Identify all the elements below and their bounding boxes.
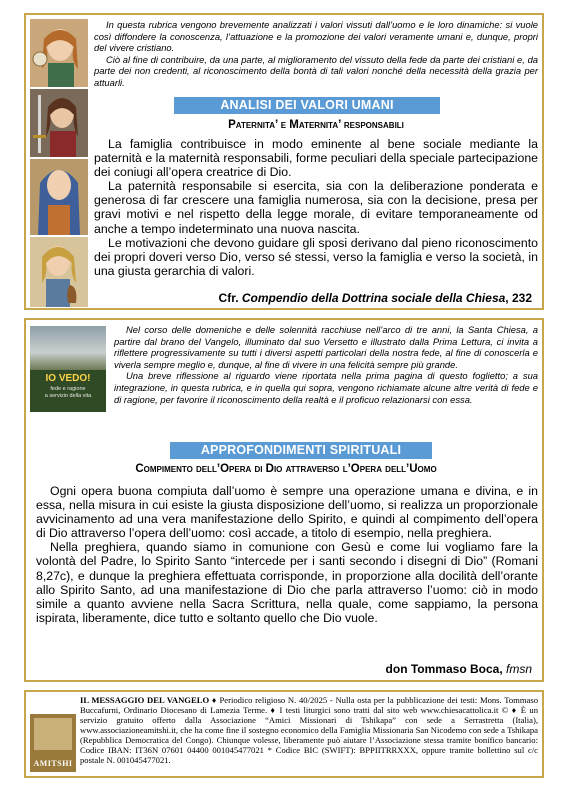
section2-subtitle: Compimento dell’Opera di Dio attraverso l’Opera dell’Uomo [135,463,437,475]
body-paragraph-2: Nella preghiera, quando siamo in comunione con Gesù e come lui vogliamo fare la volontà del Padre, lo Spirito Santo “intercede per i santi secondo i disegni di Dio” (Romani 8,27c), e dunque la preghiera effettuata corrisponde, in proporzione alla docilità dell’orante allo Spirito Santo, ad una manifestazione di Dio che parla attraverso l’uomo: ciò in modo simile a quanto avviene nella Sacra Scrittura, nella quale, come sappiamo, la persona ispirata, liberamente, dice tutto e soltanto quello che Dio vuole. [36,540,538,625]
section2-intro [114,324,538,405]
section-human-values [24,13,544,310]
intro-paragraph-1: In questa rubrica vengono brevemente analizzati i valori vissuti dall’uomo e le loro dinamiche: si vuole così diffondere la conoscenza, l’attuazione e la promozione dei valori veramente umani e, dunque, propri del vivere cristiano. [94,19,538,54]
footer-body: ♦ Periodico religioso N. 40/2025 - Nulla osta per la pubblicazione dei testi: Mons. Tommaso Buccafurni, Ordinario Diocesano di Lamezia Terme. ♦ I testi liturgici sono tratti dal sito web www.chiesacattolica.it © ♦ È un servizio gratuito offerto dalla Associazione “Amici Missionari di Tshikapa” con sede a Serrastretta (Italia), www.associazioneamitshi.it, che ha come fine il sostegno economico della Famiglia Missionaria San Nicodemo con sede a Tshikapa (Repubblica Democratica del Congo). Chiunque volesse, liberamente può aiutare l’Associazione stessa tramite bonifico bancario: Codice IBAN: IT36N 07601 04400 001045477021 * Codice BIC (SWIFT): BPPIITRRXXX, oppure tramite bollettino sul c/c postale N. 001045477021. [80,695,538,765]
body-paragraph-1: Ogni opera buona compiuta dall’uomo è sempre una operazione umana e divina, e in essa, nella misura in cui esiste la giusta disposizione dell’uomo, si realizza un proporzionale avvicinamento ad una vera manifestazione dello Spirito, e quindi al compimento dell’opera di Dio attraverso l’opera dell’uomo: così accade, a titolo di esempio, nella preghiera. [36,484,538,541]
section2-body [36,484,538,625]
author-suffix: fmsn [502,662,532,676]
section1-body [94,137,538,278]
logo-subtitle-2: a servizio della vita [44,393,92,399]
author-signature [386,662,532,676]
section1-intro [94,19,538,89]
logo-title: IO VEDO! [45,373,91,384]
footer-box [24,690,544,778]
citation-title: Compendio della Dottrina sociale della Chiesa [241,291,506,305]
intro-paragraph-1: Nel corso delle domeniche e delle solennità racchiuse nell’arco di tre anni, la Santa Chiesa, a partire dal brano del Vangelo, illuminato dal suo Versetto e illustrato dalla Prima Lettura, ci invita a riflettere progressivamente su tutti i diversi aspetti particolari della nostra fede, al fine di conoscerla e viverla sempre meglio e, dunque, al fine di vivere in una felicità sempre più grande. [114,324,538,370]
portrait-woman-mirror [30,19,88,87]
body-paragraph-3: Le motivazioni che devono guidare gli sposi derivano dal pieno riconoscimento dei propri doveri verso Dio, verso sé stessi, verso la famiglia e verso la società, in una giusta gerarchia di valori. [94,235,538,278]
section2-banner: APPROFONDIMENTI SPIRITUALI [170,442,432,459]
intro-paragraph-2: Una breve riflessione al riguardo viene riportata nella prima pagina di questo foglietto; a sua integrazione, in questa rubrica, e in quella qui sopra, vengono richiamate alcune altre verità di fede e di ragione, per favorire il riconoscimento della realtà e il proficuo relazionarsi con essa. [114,370,538,405]
body-paragraph-1: La famiglia contribuisce in modo eminente al bene sociale mediante la paternità e la maternità responsabili, forme peculiari della speciale partecipazione dei coniugi all’opera creatrice di Dio. [94,137,538,180]
citation [219,291,532,305]
intro-paragraph-2: Ciò al fine di contribuire, da una parte, al miglioramento del vissuto della fede da parte dei cristiani e, da parte dei non credenti, al riconoscimento della bontà di tali valori nonché della necessità della grazia per attuarli. [94,53,538,88]
footer-text [30,695,538,773]
logo-text: AMITSHI [33,759,73,768]
body-paragraph-2: La paternità responsabile si esercita, sia con la deliberazione ponderata e generosa di far crescere una famiglia numerosa, sia con la decisione, presa per gravi motivi e nel rispetto della legge morale, di evitare temporaneamente od anche a tempo indeterminato una nuova nascita. [94,179,538,236]
portrait-woman-sword [30,89,88,157]
logo-subtitle-1: fede e ragione [50,386,86,392]
section1-subtitle: Paternita’ e Maternita’ responsabili [228,119,404,131]
footer-heading: IL MESSAGGIO DEL VANGELO [80,695,210,705]
landscape-image [30,326,106,370]
section1-banner: ANALISI DEI VALORI UMANI [174,97,440,114]
io-vedo-logo [30,326,106,412]
citation-number: , 232 [505,291,532,305]
portrait-woman-blue [30,159,88,235]
author-name: don Tommaso Boca, [385,662,503,676]
citation-prefix: Cfr. [218,291,242,305]
logo-spacer [30,713,80,773]
portrait-woman-vase [30,237,88,307]
section-spiritual-insights [24,318,544,682]
